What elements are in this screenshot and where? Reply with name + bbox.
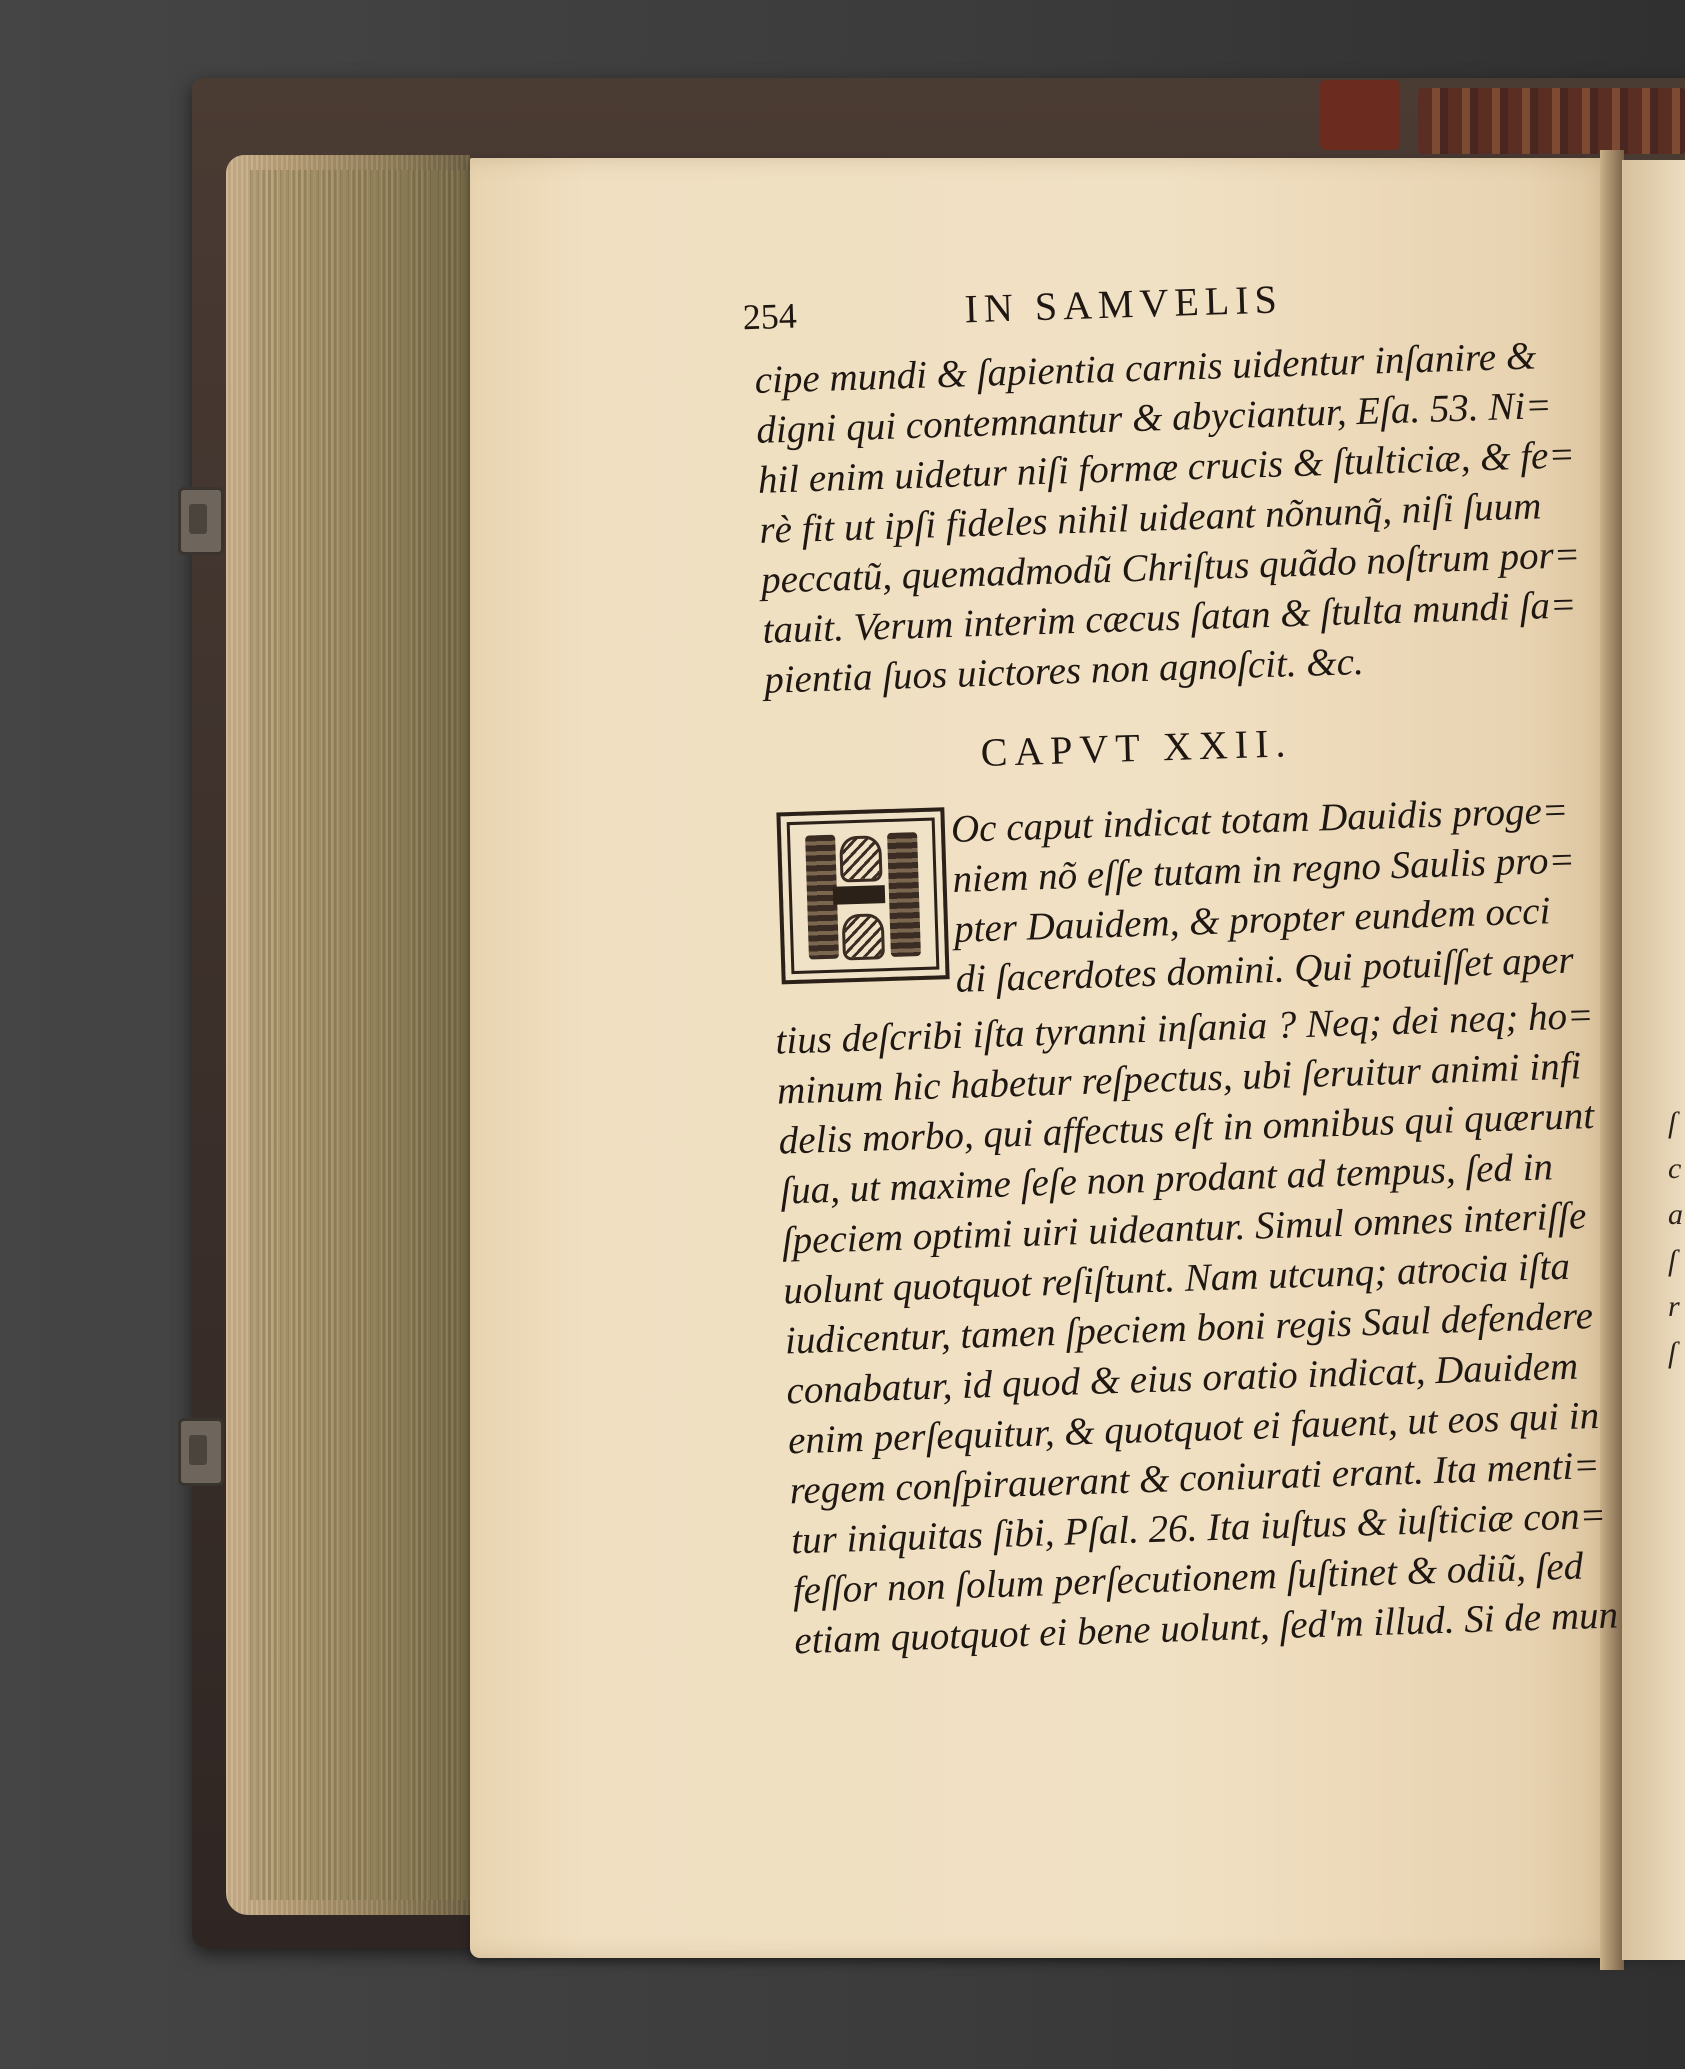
text-line: minum hic habetur reſpectus, ubi ſeruitur animi infi <box>776 1044 1582 1113</box>
text-line: etiam quotquot ei bene uolunt, ſed'm illud. Si de mun <box>793 1593 1619 1663</box>
next-page-letter: a <box>1668 1198 1683 1231</box>
text-after-initial <box>774 991 1619 1666</box>
next-page-letter: ſ <box>1668 1336 1677 1369</box>
text-line: digni qui contemnantur & abyciantur, Eſa. 53. Ni= <box>755 383 1553 452</box>
decorated-initial-h-icon <box>776 807 949 984</box>
clasp-pin <box>189 1435 207 1465</box>
chapter-title: CAPVT XXII. <box>979 720 1294 776</box>
text-line: niem nõ eſſe tutam in regno Saulis pro= <box>951 838 1576 901</box>
gilt-edge <box>250 170 470 1900</box>
initial-ornament <box>839 835 882 882</box>
text-line: feſſor non ſolum perſecutionem ſuſtinet & odiũ, ſed <box>792 1544 1584 1613</box>
page-number: 254 <box>742 295 798 338</box>
running-head: IN SAMVELIS <box>963 276 1284 332</box>
clasp-icon <box>178 1418 224 1486</box>
initial-crossbar <box>833 885 886 905</box>
initial-paragraph <box>768 785 1594 1017</box>
next-page-fragments <box>1668 1100 1685 1376</box>
gutter <box>1600 150 1624 1970</box>
text-line: rè fit ut ipſi fideles nihil uideant nõnunq̃, niſi ſuum <box>758 484 1542 552</box>
next-page-letter: ſ <box>1668 1244 1677 1277</box>
clasp-pin <box>189 504 207 534</box>
text-line: iudicentur, tamen ſpeciem boni regis Saul defendere <box>784 1294 1594 1363</box>
next-page-letter: c <box>1668 1152 1682 1185</box>
text-line: di ſacerdotes domini. Qui potuiſſet aper <box>955 938 1575 1001</box>
text-line: cipe mundi & ſapientia carnis uidentur inſanire & <box>754 334 1537 402</box>
text-line: uolunt quotquot reſiſtunt. Nam utcunq; atrocia iſta <box>782 1244 1571 1313</box>
headband <box>1418 88 1685 154</box>
page-text-block <box>742 266 1619 1666</box>
text-line: enim perſequitur, & quotquot ei fauent, ut eos qui in <box>787 1393 1600 1463</box>
text-line: tius deſcribi iſta tyranni inſania ? Neq; dei neq; ho= <box>774 993 1594 1063</box>
headcap <box>1320 80 1400 150</box>
text-line: ſpeciem optimi uiri uideantur. Simul omnes interiſſe <box>781 1194 1587 1263</box>
initial-stroke <box>887 832 921 957</box>
clasp-icon <box>178 487 224 555</box>
text-line: regem conſpirauerant & coniurati erant. Ita menti= <box>789 1443 1601 1513</box>
right-page-edge <box>1622 160 1685 1960</box>
initial-lines <box>950 785 1578 1004</box>
text-line: pter Dauidem, & propter eundem occi <box>953 889 1551 951</box>
text-line: hil enim uidetur niſi formæ crucis & ſtulticiæ, & fe= <box>757 433 1576 502</box>
text-line: conabatur, id quod & eius oratio indicat, Dauidem <box>785 1344 1579 1413</box>
text-line: ſua, ut maxime ſeſe non prodant ad tempus, ſed in <box>779 1145 1554 1213</box>
next-page-letter: ſ <box>1668 1106 1677 1139</box>
text-line: tur iniquitas ſibi, Pſal. 26. Ita iuſtus & iuſticiæ con= <box>790 1493 1607 1563</box>
text-line: tauit. Verum interim cæcus ſatan & ſtulta mundi ſa= <box>761 583 1577 652</box>
text-line: Oc caput indicat totam Dauidis proge= <box>950 788 1569 852</box>
text-before-chapter <box>754 330 1585 706</box>
text-line: pientia ſuos uictores non agnoſcit. &c. <box>763 639 1365 702</box>
initial-ornament <box>842 913 885 960</box>
next-page-letter: r <box>1668 1290 1680 1323</box>
text-line: peccatũ, quemadmodũ Chriſtus quãdo noſtrum por= <box>760 533 1581 602</box>
text-line: delis morbo, qui affectus eſt in omnibus qui quærunt <box>778 1093 1595 1163</box>
